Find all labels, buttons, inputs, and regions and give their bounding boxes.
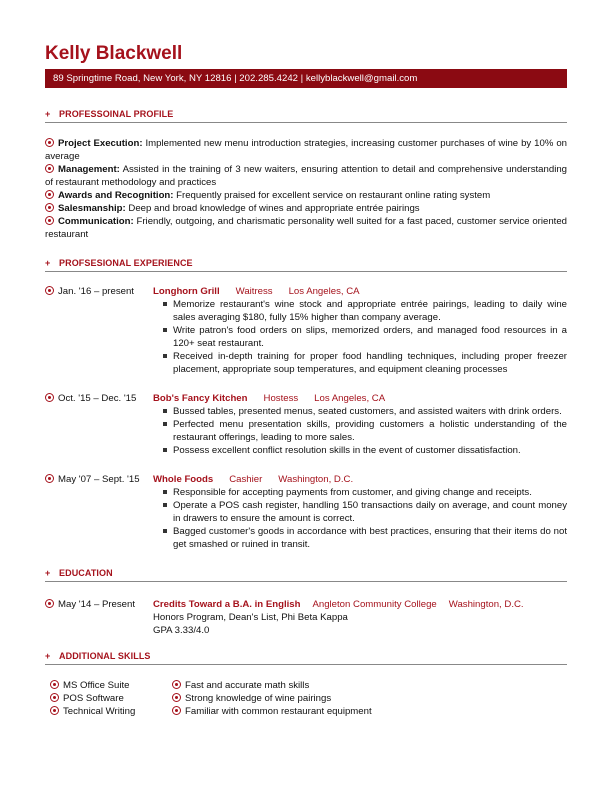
profile-item: Awards and Recognition: Frequently praised for excellent service on restaurant online rating system [45,189,567,202]
skill-item: Familiar with common restaurant equipment [172,705,372,718]
job-bullets [163,486,567,551]
education-location: Washington, D.C. [448,599,524,610]
job-employer: Bob's Fancy Kitchen [153,393,248,404]
job-bullet: Bagged customer's goods in accordance with best practices, ensuring that their items do not get smashed or ruined in transit. [163,525,567,551]
education-school: Angleton Community College [312,599,437,610]
candidate-name: Kelly Blackwell [45,43,183,64]
skill-item: Technical Writing [50,705,135,718]
bullet-icon [45,474,54,483]
job-bullet: Received in-depth training for proper food handling techniques, including proper freezer placement, appropriate soup temperatures, and equipment cleaning processes [163,350,567,376]
bullet-icon [172,693,181,702]
job-bullet: Memorize restaurant's wine stock and appropriate entrée pairings, leading to daily wine sales averaging $180, fully 15% higher than company average. [163,298,567,324]
job-date: Oct. '15 – Dec. '15 [45,392,153,405]
education-degree: Credits Toward a B.A. in English [153,599,301,610]
job-employer: Longhorn Grill [153,286,220,297]
education-details [153,611,348,637]
bullet-icon [50,693,59,702]
bullet-icon [172,680,181,689]
job-employer: Whole Foods [153,474,214,485]
bullet-icon [45,286,54,295]
plus-icon: + [45,109,51,119]
bullet-icon [45,216,54,225]
job-title: Hostess [263,393,299,404]
bullet-icon [45,203,54,212]
bullet-icon [172,706,181,715]
profile-item: Communication: Friendly, outgoing, and charismatic personality well suited for a fast paced, customer service oriented restaurant [45,216,567,240]
job-header [153,285,360,298]
profile-item: Salesmanship: Deep and broad knowledge of wines and appropriate entrée pairings [45,202,567,215]
section-title-skills: ADDITIONAL SKILLS [59,651,151,661]
section-header-skills [45,650,567,665]
contact-bar: 89 Springtime Road, New York, NY 12816 | 202.285.4242 | kellyblackwell@gmail.com [45,69,567,88]
plus-icon: + [45,651,51,661]
section-header-education [45,567,567,582]
job-bullets [163,405,567,457]
section-title-education: EDUCATION [59,568,113,578]
education-honors: Honors Program, Dean's List, Phi Beta Kappa [153,612,348,623]
education-date: May '14 – Present [45,598,153,611]
bullet-icon [45,599,54,608]
job-bullet: Bussed tables, presented menus, seated customers, and assisted waiters with drink orders. [163,405,567,418]
profile-item: Management: Assisted in the training of 3 new waiters, ensuring attention to detail and comprehensive understanding of restaurant methodology and practices [45,164,567,188]
job-bullet: Write patron's food orders on slips, memorized orders, and managed food resources in a 120+ seat restaurant. [163,324,567,350]
section-header-experience [45,257,567,272]
job-bullet: Operate a POS cash register, handling 150 transactions daily on average, and count money in drawers to ensure the amount is correct. [163,499,567,525]
job-bullet: Possess excellent conflict resolution skills in the event of customer dissatisfaction. [163,444,567,457]
job-header [153,473,353,486]
section-header-profile [45,108,567,123]
profile-item: Project Execution: Implemented new menu introduction strategies, increasing customer purchases of wine by 10% on average [45,138,568,162]
plus-icon: + [45,258,51,268]
skills-column-1 [50,679,135,718]
job-title: Waitress [235,286,273,297]
job-location: Los Angeles, CA [314,393,386,404]
job-date: Jan. '16 – present [45,285,153,298]
skill-item: POS Software [50,692,135,705]
section-title-profile: PROFESSOINAL PROFILE [59,109,174,119]
bullet-icon [45,393,54,402]
bullet-icon [45,138,54,147]
education-gpa: GPA 3.33/4.0 [153,625,210,636]
bullet-icon [45,164,54,173]
education-header [153,598,524,611]
job-header [153,392,385,405]
skill-item: Strong knowledge of wine pairings [172,692,372,705]
job-location: Washington, D.C. [278,474,354,485]
section-title-experience: PROFSESIONAL EXPERIENCE [59,258,193,268]
job-title: Cashier [229,474,263,485]
job-bullet: Perfected menu presentation skills, providing customers a holistic understanding of the restaurant offerings, leading to more sales. [163,418,567,444]
skill-item: MS Office Suite [50,679,135,692]
bullet-icon [45,190,54,199]
plus-icon: + [45,568,51,578]
skill-item: Fast and accurate math skills [172,679,372,692]
bullet-icon [50,680,59,689]
skills-column-2 [172,679,372,718]
job-date: May '07 – Sept. '15 [45,473,153,486]
job-bullet: Responsible for accepting payments from customer, and giving change and receipts. [163,486,567,499]
job-location: Los Angeles, CA [288,286,360,297]
job-bullets [163,298,567,376]
profile-list [45,137,567,241]
bullet-icon [50,706,59,715]
